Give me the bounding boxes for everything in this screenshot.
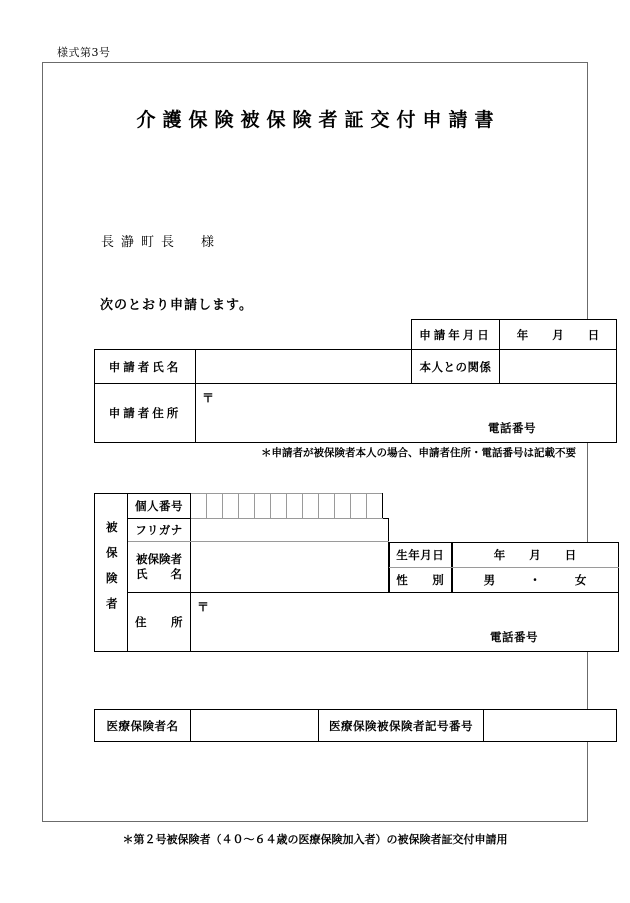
birthdate-value[interactable]	[452, 542, 618, 567]
postal-mark-icon: 〒	[197, 599, 210, 614]
my-number-box[interactable]	[271, 494, 287, 519]
relationship-label: 本人との関係	[412, 350, 500, 384]
my-number-box[interactable]	[335, 494, 351, 519]
birth-month-label: 月	[529, 547, 541, 562]
table-row	[452, 567, 618, 592]
application-date-value[interactable]	[500, 320, 617, 350]
table-row	[390, 567, 452, 592]
insured-person-table	[94, 493, 619, 652]
insured-section-label: 被保険者	[95, 494, 128, 652]
gender-label: 性 別	[390, 567, 452, 592]
insured-name-label-line2: 氏 名	[136, 566, 182, 581]
my-number-box[interactable]	[191, 494, 207, 519]
spacer-cell	[452, 494, 619, 519]
relationship-input[interactable]	[500, 350, 617, 384]
birth-day-label: 日	[564, 547, 577, 562]
applicant-address-input[interactable]	[196, 384, 617, 443]
insured-right-block	[389, 542, 452, 593]
my-number-box[interactable]	[207, 494, 223, 519]
insured-symbol-number-label: 医療保険被保険者記号番号	[319, 710, 484, 742]
applicant-table	[94, 319, 617, 443]
footer-note: ＊第２号被保険者（４０～６４歳の医療保険加入者）の被保険者証交付申請用	[122, 833, 508, 846]
table-row	[390, 542, 452, 567]
insured-name-label-line1: 被保険者	[136, 552, 182, 567]
page-title: 介護保険被保険者証交付申請書	[136, 109, 501, 131]
medical-insurer-table	[94, 709, 617, 742]
date-month-label: 月	[552, 327, 564, 342]
spacer-cell	[196, 320, 412, 350]
applicant-name-input[interactable]	[196, 350, 412, 384]
insured-symbol-number-input[interactable]	[484, 710, 617, 742]
applicant-name-label: 申請者氏名	[95, 350, 196, 384]
date-year-label: 年	[516, 327, 529, 342]
application-date-label: 申請年月日	[412, 320, 500, 350]
my-number-box[interactable]	[223, 494, 239, 519]
gender-separator: ・	[529, 572, 541, 587]
table-row	[95, 384, 617, 443]
spacer-cell	[389, 519, 452, 542]
insured-right-values	[452, 542, 619, 593]
applicant-address-label: 申請者住所	[95, 384, 196, 443]
date-day-label: 日	[587, 327, 600, 342]
table-row	[95, 592, 619, 651]
furigana-label: フリガナ	[128, 519, 191, 542]
my-number-label: 個人番号	[128, 494, 191, 519]
gender-option-male[interactable]: 男	[483, 572, 496, 587]
telephone-label: 電話番号	[490, 629, 538, 644]
form-number: 様式第3号	[57, 46, 111, 59]
gender-value[interactable]	[452, 567, 618, 592]
insurer-name-label: 医療保険者名	[95, 710, 191, 742]
spacer-cell	[389, 494, 452, 519]
table-row	[452, 542, 618, 567]
insured-name-input[interactable]	[191, 542, 389, 593]
my-number-box[interactable]	[239, 494, 255, 519]
gender-option-female[interactable]: 女	[574, 572, 587, 587]
applicant-note: ＊申請者が被保険者本人の場合、申請者住所・電話番号は記載不要	[261, 447, 576, 459]
my-number-box[interactable]	[367, 494, 383, 519]
furigana-input[interactable]	[191, 519, 389, 542]
table-row	[95, 320, 617, 350]
page-frame	[42, 62, 600, 822]
insured-name-label	[128, 542, 191, 593]
insurer-name-input[interactable]	[191, 710, 319, 742]
postal-mark-icon: 〒	[202, 391, 215, 405]
table-row	[95, 710, 617, 742]
insured-address-input[interactable]	[191, 592, 619, 651]
spacer-cell	[452, 519, 619, 542]
table-row	[95, 542, 619, 593]
my-number-box[interactable]	[287, 494, 303, 519]
intro-text: 次のとおり申請します。	[100, 298, 253, 313]
table-row	[95, 519, 619, 542]
birthdate-label: 生年月日	[390, 542, 452, 567]
table-row	[95, 494, 619, 519]
table-row	[95, 350, 617, 384]
insured-address-label: 住 所	[128, 592, 191, 651]
my-number-box[interactable]	[319, 494, 335, 519]
my-number-box[interactable]	[255, 494, 271, 519]
my-number-box[interactable]	[351, 494, 367, 519]
telephone-label: 電話番号	[488, 421, 536, 435]
addressee: 長瀞町長 様	[101, 235, 222, 250]
my-number-box[interactable]	[303, 494, 319, 519]
birth-year-label: 年	[493, 547, 506, 562]
spacer-cell	[95, 320, 196, 350]
